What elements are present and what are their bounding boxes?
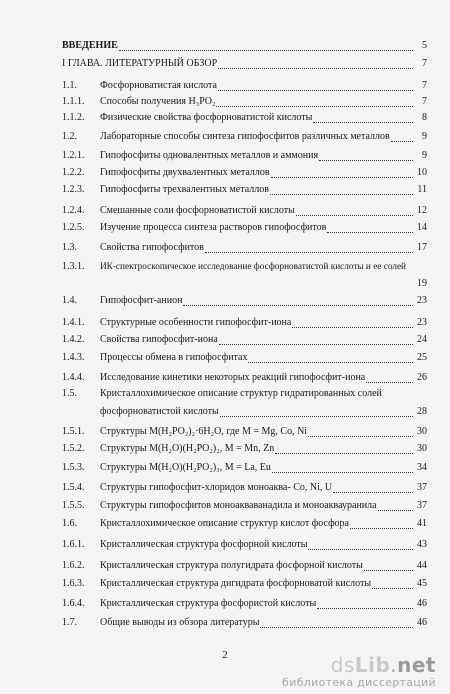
toc-entry-title: Структуры M(H₂O)(H₂PO₂)₃, M = La, Eu bbox=[100, 462, 271, 473]
toc-entry-page: 30 bbox=[417, 426, 427, 437]
toc-entry-number: 1.6.3. bbox=[62, 578, 85, 589]
toc-entry-page: 14 bbox=[417, 222, 427, 233]
toc-entry-page: 11 bbox=[417, 184, 427, 195]
toc-entry-page: 7 bbox=[422, 96, 427, 107]
toc-entry-number: 1.5.5. bbox=[62, 500, 85, 511]
toc-dot-leader bbox=[220, 416, 413, 417]
toc-entry-title: ВВЕДЕНИЕ bbox=[62, 40, 118, 51]
toc-entry-title: Общие выводы из обзора литературы bbox=[100, 617, 260, 628]
toc-entry-page: 19 bbox=[417, 278, 427, 289]
toc-entry-title: ИК-спектроскопическое исследование фосфорноватистой кислоты и ее солей bbox=[100, 262, 406, 272]
toc-entry-continuation: фосфорноватистой кислоты bbox=[100, 406, 219, 417]
toc-dot-leader bbox=[292, 327, 413, 328]
toc-dot-leader bbox=[218, 68, 413, 69]
toc-dot-leader bbox=[327, 232, 413, 233]
toc-entry-title: Кристаллическая структура фосфористой кислоты bbox=[100, 598, 317, 609]
toc-dot-leader bbox=[275, 453, 413, 454]
toc-dot-leader bbox=[271, 177, 413, 178]
toc-entry-number: 1.5.1. bbox=[62, 426, 85, 437]
toc-dot-leader bbox=[219, 344, 413, 345]
toc-dot-leader bbox=[313, 122, 413, 123]
watermark-subtitle: библиотека диссертаций bbox=[282, 676, 436, 689]
toc-entry-title: Гипофосфиты двухвалентных металлов bbox=[100, 167, 270, 178]
toc-entry-title: Лабораторные способы синтеза гипофосфитов различных металлов bbox=[100, 131, 390, 142]
toc-entry-title: Структуры гипофосфитов моноакваванадила и моноаквауранила bbox=[100, 500, 377, 511]
toc-entry-page: 45 bbox=[417, 578, 427, 589]
toc-entry-number: 1.5.4. bbox=[62, 482, 85, 493]
toc-entry-page: 23 bbox=[417, 295, 427, 306]
toc-dot-leader bbox=[308, 549, 413, 550]
toc-entry-number: 1.6.2. bbox=[62, 560, 85, 571]
toc-entry-title: Процессы обмена в гипофосфитах bbox=[100, 352, 248, 363]
toc-entry-number: 1.6.4. bbox=[62, 598, 85, 609]
toc-entry-page: 26 bbox=[417, 372, 427, 383]
toc-entry-title: Гипофосфиты одновалентных металлов и аммония bbox=[100, 150, 319, 161]
toc-dot-leader bbox=[216, 106, 413, 107]
toc-entry-page: 9 bbox=[422, 150, 427, 161]
toc-dot-leader bbox=[319, 160, 413, 161]
toc-entry-title: Смешанные соли фосфорноватистой кислоты bbox=[100, 205, 295, 216]
toc-entry-page: 7 bbox=[422, 80, 427, 91]
toc-entry-number: 1.7. bbox=[62, 617, 77, 628]
toc-entry-number: 1.6.1. bbox=[62, 539, 85, 550]
toc-entry-page: 41 bbox=[417, 518, 427, 529]
toc-dot-leader bbox=[372, 588, 413, 589]
watermark-ds: ds bbox=[330, 653, 355, 677]
toc-entry-page: 23 bbox=[417, 317, 427, 328]
toc-entry-number: 1.4. bbox=[62, 295, 77, 306]
toc-entry-number: 1.2.2. bbox=[62, 167, 85, 178]
toc-dot-leader bbox=[218, 90, 413, 91]
toc-entry-number: 1.5.3. bbox=[62, 462, 85, 473]
toc-dot-leader bbox=[119, 50, 413, 51]
toc-entry-number: 1.2.4. bbox=[62, 205, 85, 216]
toc-entry-title: Кристаллическая структура фосфорной кислоты bbox=[100, 539, 308, 550]
toc-entry-number: 1.5. bbox=[62, 388, 77, 399]
toc-dot-leader bbox=[366, 382, 413, 383]
toc-entry-page: 43 bbox=[417, 539, 427, 550]
toc-entry-number: 1.2.5. bbox=[62, 222, 85, 233]
toc-entry-page: 17 bbox=[417, 242, 427, 253]
toc-dot-leader bbox=[205, 252, 413, 253]
toc-dot-leader bbox=[270, 194, 413, 195]
toc-entry-number: 1.6. bbox=[62, 518, 77, 529]
toc-entry-title: Изучение процесса синтеза растворов гипофосфитов bbox=[100, 222, 327, 233]
toc-entry-page: 46 bbox=[417, 598, 427, 609]
toc-entry-page: 8 bbox=[422, 112, 427, 123]
toc-dot-leader bbox=[317, 608, 413, 609]
toc-dot-leader bbox=[391, 141, 413, 142]
toc-entry-page: 12 bbox=[417, 205, 427, 216]
toc-dot-leader bbox=[333, 492, 413, 493]
watermark-lib: Lib bbox=[354, 653, 391, 677]
toc-entry-number: 1.4.4. bbox=[62, 372, 85, 383]
watermark-net: net bbox=[397, 653, 436, 677]
toc-entry-number: 1.3.1. bbox=[62, 261, 85, 272]
toc-entry-title: Свойства гипофосфит-иона bbox=[100, 334, 218, 345]
toc-entry-title: Гипофосфит-анион bbox=[100, 295, 183, 306]
toc-entry-number: 1.4.1. bbox=[62, 317, 85, 328]
toc-dot-leader bbox=[272, 472, 413, 473]
toc-entry-page: 46 bbox=[417, 617, 427, 628]
watermark-dot: . bbox=[390, 653, 398, 677]
toc-dot-leader bbox=[308, 436, 413, 437]
toc-entry-title: Физические свойства фосфорноватистой кислоты bbox=[100, 112, 313, 123]
toc-entry-title: Кристаллическая структура дигидрата фосфорноватой кислоты bbox=[100, 578, 372, 589]
toc-entry-page: 24 bbox=[417, 334, 427, 345]
toc-entry-title: Структурные особенности гипофосфит-иона bbox=[100, 317, 292, 328]
toc-entry-title: Структуры M(H₂PO₂)₂·6H₂O, где M = Mg, Co, Ni bbox=[100, 426, 308, 437]
toc-entry-number: 1.2.3. bbox=[62, 184, 85, 195]
watermark-logo bbox=[282, 654, 436, 690]
toc-entry-title: I ГЛАВА. ЛИТЕРАТУРНЫЙ ОБЗОР bbox=[62, 58, 218, 69]
toc-entry-number: 1.4.2. bbox=[62, 334, 85, 345]
toc-entry-number: 1.1.1. bbox=[62, 96, 85, 107]
toc-entry-page: 25 bbox=[417, 352, 427, 363]
toc-entry-number: 1.1.2. bbox=[62, 112, 85, 123]
toc-entry-number: 1.1. bbox=[62, 80, 77, 91]
toc-dot-leader bbox=[296, 215, 413, 216]
toc-entry-page: 10 bbox=[417, 167, 427, 178]
toc-entry-page: 34 bbox=[417, 462, 427, 473]
toc-entry-title: Гипофосфиты трехвалентных металлов bbox=[100, 184, 269, 195]
toc-entry-number: 1.3. bbox=[62, 242, 77, 253]
toc-entry-page: 37 bbox=[417, 500, 427, 511]
toc-dot-leader bbox=[183, 305, 413, 306]
toc-entry-page: 9 bbox=[422, 131, 427, 142]
toc-entry-title: Кристаллохимическое описание структур кислот фосфора bbox=[100, 518, 349, 529]
toc-entry-page: 44 bbox=[417, 560, 427, 571]
page-number: 2 bbox=[222, 649, 228, 661]
toc-entry-title: Способы получения H₃PO₂ bbox=[100, 96, 216, 107]
toc-entry-page: 28 bbox=[417, 406, 427, 417]
toc-entry-title: Кристаллохимическое описание структур гидратированных солей bbox=[100, 388, 382, 399]
watermark-brand bbox=[282, 654, 436, 676]
toc-entry-page: 7 bbox=[422, 58, 427, 69]
toc-entry-number: 1.2.1. bbox=[62, 150, 85, 161]
toc-entry-page: 30 bbox=[417, 443, 427, 454]
toc-entry-title: Структуры M(H₂O)(H₂PO₂)₂, M = Mn, Zn bbox=[100, 443, 275, 454]
toc-entry-title: Структуры гипофосфит-хлоридов моноаква- Co, Ni, U bbox=[100, 482, 333, 493]
toc-entry-page: 37 bbox=[417, 482, 427, 493]
toc-entry-page: 5 bbox=[422, 40, 427, 51]
toc-entry-number: 1.2. bbox=[62, 131, 77, 142]
toc-dot-leader bbox=[378, 510, 413, 511]
toc-entry-title: Фосфорноватистая кислота bbox=[100, 80, 217, 91]
toc-dot-leader bbox=[364, 570, 413, 571]
toc-entry-number: 1.4.3. bbox=[62, 352, 85, 363]
toc-entry-number: 1.5.2. bbox=[62, 443, 85, 454]
toc-dot-leader bbox=[350, 528, 413, 529]
toc-entry-title: Исследование кинетики некоторых реакций гипофосфит-иона bbox=[100, 372, 366, 383]
toc-dot-leader bbox=[248, 362, 413, 363]
toc-dot-leader bbox=[260, 627, 413, 628]
toc-entry-title: Кристаллическая структура полугидрата фосфорной кислоты bbox=[100, 560, 363, 571]
toc-entry-title: Свойства гипофосфитов bbox=[100, 242, 204, 253]
